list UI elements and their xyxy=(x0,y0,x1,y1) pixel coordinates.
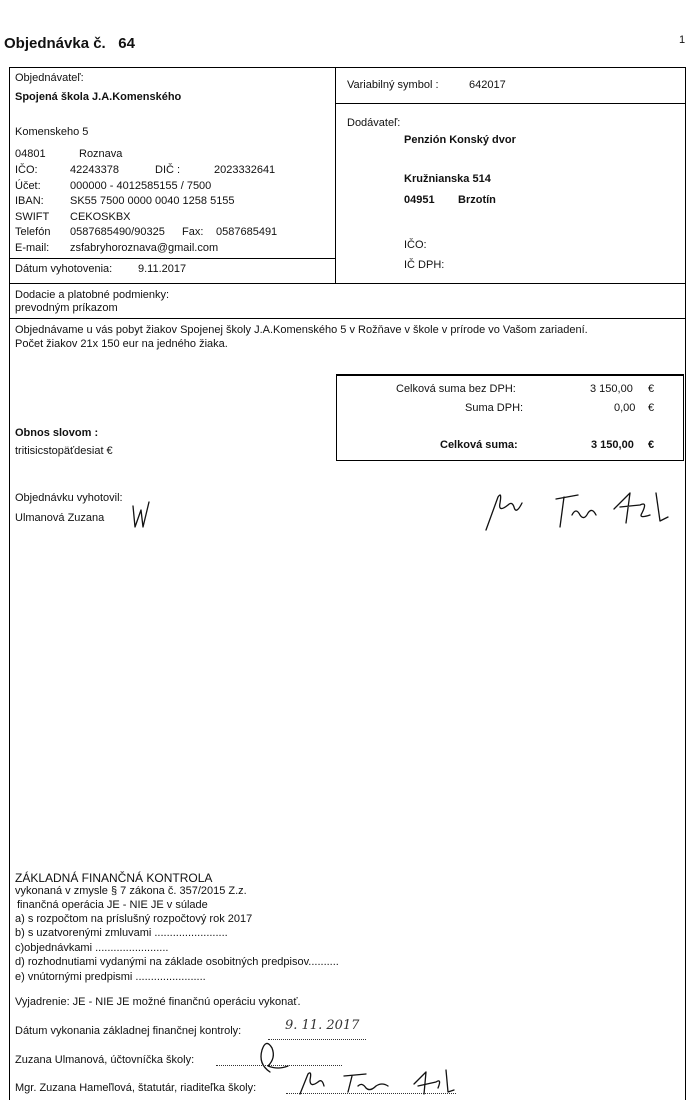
orderer-account: 000000 - 4012585155 / 7500 xyxy=(70,180,212,192)
terms-label: Dodacie a platobné podmienky: xyxy=(15,289,170,301)
orderer-email: zsfabryhoroznava@gmail.com xyxy=(70,242,219,254)
order-description-line1: Objednávame u vás pobyt žiakov Spojenej školy J.A.Komenského 5 v Rožňave v škole v prírode vo Vašom zariadení. xyxy=(15,324,588,336)
orderer-street: Komenskeho 5 xyxy=(15,126,89,138)
amount-words-label: Obnos slovom : xyxy=(15,427,99,439)
grand-total-value: 3 150,00 xyxy=(591,439,634,451)
orderer-phone: 0587685490/90325 xyxy=(70,226,165,238)
supplier-ico-label: IČO: xyxy=(404,239,427,251)
orderer-ico: 42243378 xyxy=(70,164,119,176)
net-total-value: 3 150,00 xyxy=(590,383,633,395)
orderer-ico-label: IČO: xyxy=(15,164,38,176)
accountant-signature xyxy=(256,1036,296,1076)
control-item-b: b) s uzatvorenými zmluvami ........................ xyxy=(15,927,228,939)
net-total-label: Celková suma bez DPH: xyxy=(396,383,516,395)
vat-label: Suma DPH: xyxy=(465,402,524,414)
orderer-fax: 0587685491 xyxy=(216,226,278,238)
orderer-swift: CEKOSKBX xyxy=(70,211,131,223)
vat-value: 0,00 xyxy=(614,402,636,414)
director-line: Mgr. Zuzana Hameľlová, štatutár, riaditeľka školy: xyxy=(15,1082,257,1094)
grand-total-label: Celková suma: xyxy=(440,439,518,451)
orderer-account-label: Účet: xyxy=(15,180,41,192)
orderer-phone-label: Telefón xyxy=(15,226,51,238)
order-number: 64 xyxy=(118,35,135,52)
currency-symbol: € xyxy=(648,383,655,395)
currency-symbol: € xyxy=(648,402,655,414)
control-title: ZÁKLADNÁ FINANČNÁ KONTROLA xyxy=(15,871,213,885)
orderer-label: Objednávateľ: xyxy=(15,72,84,84)
supplier-icdph-label: IČ DPH: xyxy=(404,259,445,271)
supplier-city: Brzotín xyxy=(458,194,496,206)
page-number: 1 xyxy=(679,34,686,46)
control-line2: finančná operácia JE - NIE JE v súlade xyxy=(17,899,208,911)
orderer-swift-label: SWIFT xyxy=(15,211,50,223)
orderer-fax-label: Fax: xyxy=(182,226,204,238)
orderer-zip: 04801 xyxy=(15,148,46,160)
director-signature xyxy=(296,1064,466,1098)
orderer-email-label: E-mail: xyxy=(15,242,50,254)
orderer-dic: 2023332641 xyxy=(214,164,276,176)
supplier-street: Kružnianska 514 xyxy=(404,173,491,185)
orderer-city: Roznava xyxy=(79,148,123,160)
terms-value: prevodným príkazom xyxy=(15,302,118,314)
issue-date: 9.11.2017 xyxy=(138,263,187,275)
control-exec-date: 9. 11. 2017 xyxy=(285,1018,360,1033)
supplier-label: Dodávateľ: xyxy=(347,117,401,129)
orderer-name: Spojená škola J.A.Komenského xyxy=(15,91,182,103)
variable-symbol-label: Variabilný symbol : xyxy=(347,79,439,91)
variable-symbol: 642017 xyxy=(469,79,506,91)
orderer-iban-label: IBAN: xyxy=(15,195,44,207)
control-item-e: e) vnútornými predpismi ....................... xyxy=(15,971,206,983)
approval-signatures xyxy=(480,485,680,535)
issuer-name: Ulmanová Zuzana xyxy=(15,512,105,524)
control-item-a: a) s rozpočtom na príslušný rozpočtový rok 2017 xyxy=(15,913,253,925)
control-opinion: Vyjadrenie: JE - NIE JE možné finančnú operáciu vykonať. xyxy=(15,996,301,1008)
control-line1: vykonaná v zmysle § 7 zákona č. 357/2015 Z.z. xyxy=(15,885,247,897)
currency-symbol: € xyxy=(648,439,655,451)
amount-words-value: tritisicstopäťdesiat € xyxy=(15,445,113,457)
issuer-initials xyxy=(128,500,158,530)
order-description-line2: Počet žiakov 21x 150 eur na jedného žiaka. xyxy=(15,338,228,350)
issue-date-label: Dátum vyhotovenia: xyxy=(15,263,113,275)
control-item-d: d) rozhodnutiami vydanými na základe osobitných predpisov.......... xyxy=(15,956,339,968)
control-exec-date-label: Dátum vykonania základnej finančnej kontroly: xyxy=(15,1025,242,1037)
issuer-label: Objednávku vyhotovil: xyxy=(15,492,123,504)
supplier-zip: 04951 xyxy=(404,194,435,206)
orderer-iban: SK55 7500 0000 0040 1258 5155 xyxy=(70,195,235,207)
page-title: Objednávka č. 64 xyxy=(4,35,135,52)
orderer-dic-label: DIČ : xyxy=(155,164,181,176)
supplier-name: Penzión Konský dvor xyxy=(404,134,516,146)
accountant-line: Zuzana Ulmanová, účtovníčka školy: xyxy=(15,1054,195,1066)
control-item-c: c)objednávkami ........................ xyxy=(15,942,169,954)
